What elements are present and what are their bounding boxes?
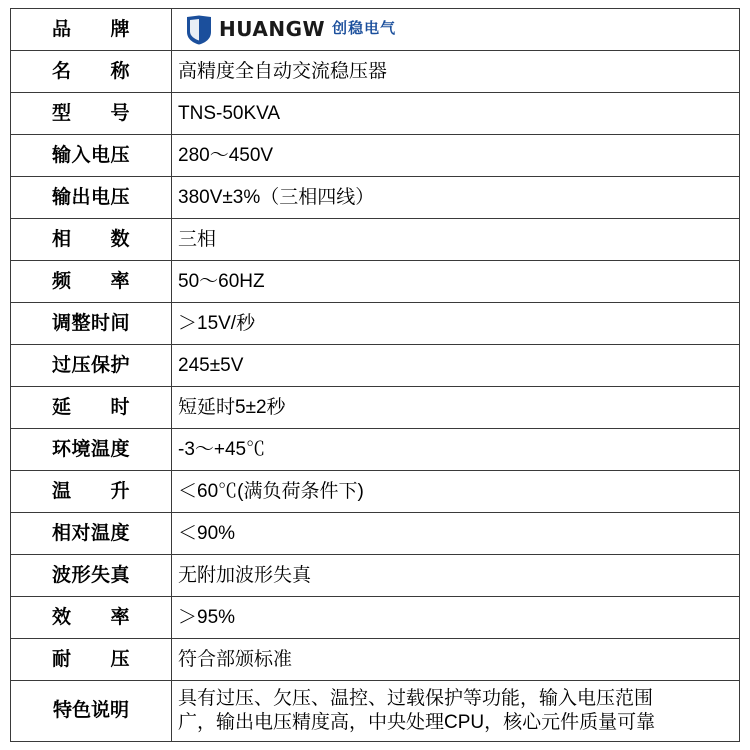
- row-value-ambient-temperature: -3～+45℃: [172, 429, 740, 471]
- row-label-name: 名 称: [11, 51, 172, 93]
- row-label-overvoltage-protection: 过压保护: [11, 345, 172, 387]
- table-row: [11, 135, 740, 177]
- table-row: [11, 555, 740, 597]
- row-label-input-voltage: 输入电压: [11, 135, 172, 177]
- row-value-overvoltage-protection: 245±5V: [172, 345, 740, 387]
- row-label-frequency: 频 率: [11, 261, 172, 303]
- row-value-waveform-distortion: 无附加波形失真: [172, 555, 740, 597]
- row-value-withstand-voltage: 符合部颁标准: [172, 639, 740, 681]
- row-value-frequency: 50～60HZ: [172, 261, 740, 303]
- row-value-adjust-time: ＞15V/秒: [172, 303, 740, 345]
- table-row: [11, 345, 740, 387]
- row-label-waveform-distortion: 波形失真: [11, 555, 172, 597]
- row-value-input-voltage: 280～450V: [172, 135, 740, 177]
- row-value-phase: 三相: [172, 219, 740, 261]
- row-value-delay: 短延时5±2秒: [172, 387, 740, 429]
- table-row: [11, 429, 740, 471]
- brand-logo: [178, 15, 733, 45]
- brand-english-name: HUANGW: [219, 17, 326, 41]
- row-label-model: 型 号: [11, 93, 172, 135]
- specification-table: [10, 8, 740, 742]
- row-value-output-voltage: 380V±3%（三相四线）: [172, 177, 740, 219]
- table-row: [11, 261, 740, 303]
- row-value-model: TNS-50KVA: [172, 93, 740, 135]
- table-row: [11, 51, 740, 93]
- row-label-output-voltage: 输出电压: [11, 177, 172, 219]
- row-label-ambient-temperature: 环境温度: [11, 429, 172, 471]
- row-label-phase: 相 数: [11, 219, 172, 261]
- table-row: [11, 387, 740, 429]
- table-row: [11, 513, 740, 555]
- table-row: [11, 177, 740, 219]
- feature-line-1: 具有过压、欠压、温控、过载保护等功能，输入电压范围: [178, 688, 654, 710]
- row-value-efficiency: ＞95%: [172, 597, 740, 639]
- brand-chinese-name: 创稳电气: [332, 20, 397, 38]
- table-row: [11, 9, 740, 51]
- row-label-feature: 特色说明: [11, 681, 172, 742]
- table-row: [11, 93, 740, 135]
- feature-line-2: 广，输出电压精度高，中央处理CPU，核心元件质量可靠: [178, 712, 656, 733]
- row-value-relative-humidity: ＜90%: [172, 513, 740, 555]
- row-label-temperature-rise: 温 升: [11, 471, 172, 513]
- table-row: [11, 597, 740, 639]
- row-value-name: 高精度全自动交流稳压器: [172, 51, 740, 93]
- table-row: [11, 471, 740, 513]
- row-value-brand: [172, 9, 740, 51]
- row-label-efficiency: 效 率: [11, 597, 172, 639]
- shield-logo-icon: [186, 15, 212, 45]
- table-row-feature: [11, 681, 740, 742]
- row-value-temperature-rise: ＜60℃(满负荷条件下): [172, 471, 740, 513]
- row-label-brand: 品 牌: [11, 9, 172, 51]
- table-row: [11, 639, 740, 681]
- table-row: [11, 303, 740, 345]
- table-row: [11, 219, 740, 261]
- row-label-withstand-voltage: 耐 压: [11, 639, 172, 681]
- row-label-adjust-time: 调整时间: [11, 303, 172, 345]
- row-label-delay: 延 时: [11, 387, 172, 429]
- row-value-feature: [172, 681, 740, 742]
- row-label-relative-humidity: 相对温度: [11, 513, 172, 555]
